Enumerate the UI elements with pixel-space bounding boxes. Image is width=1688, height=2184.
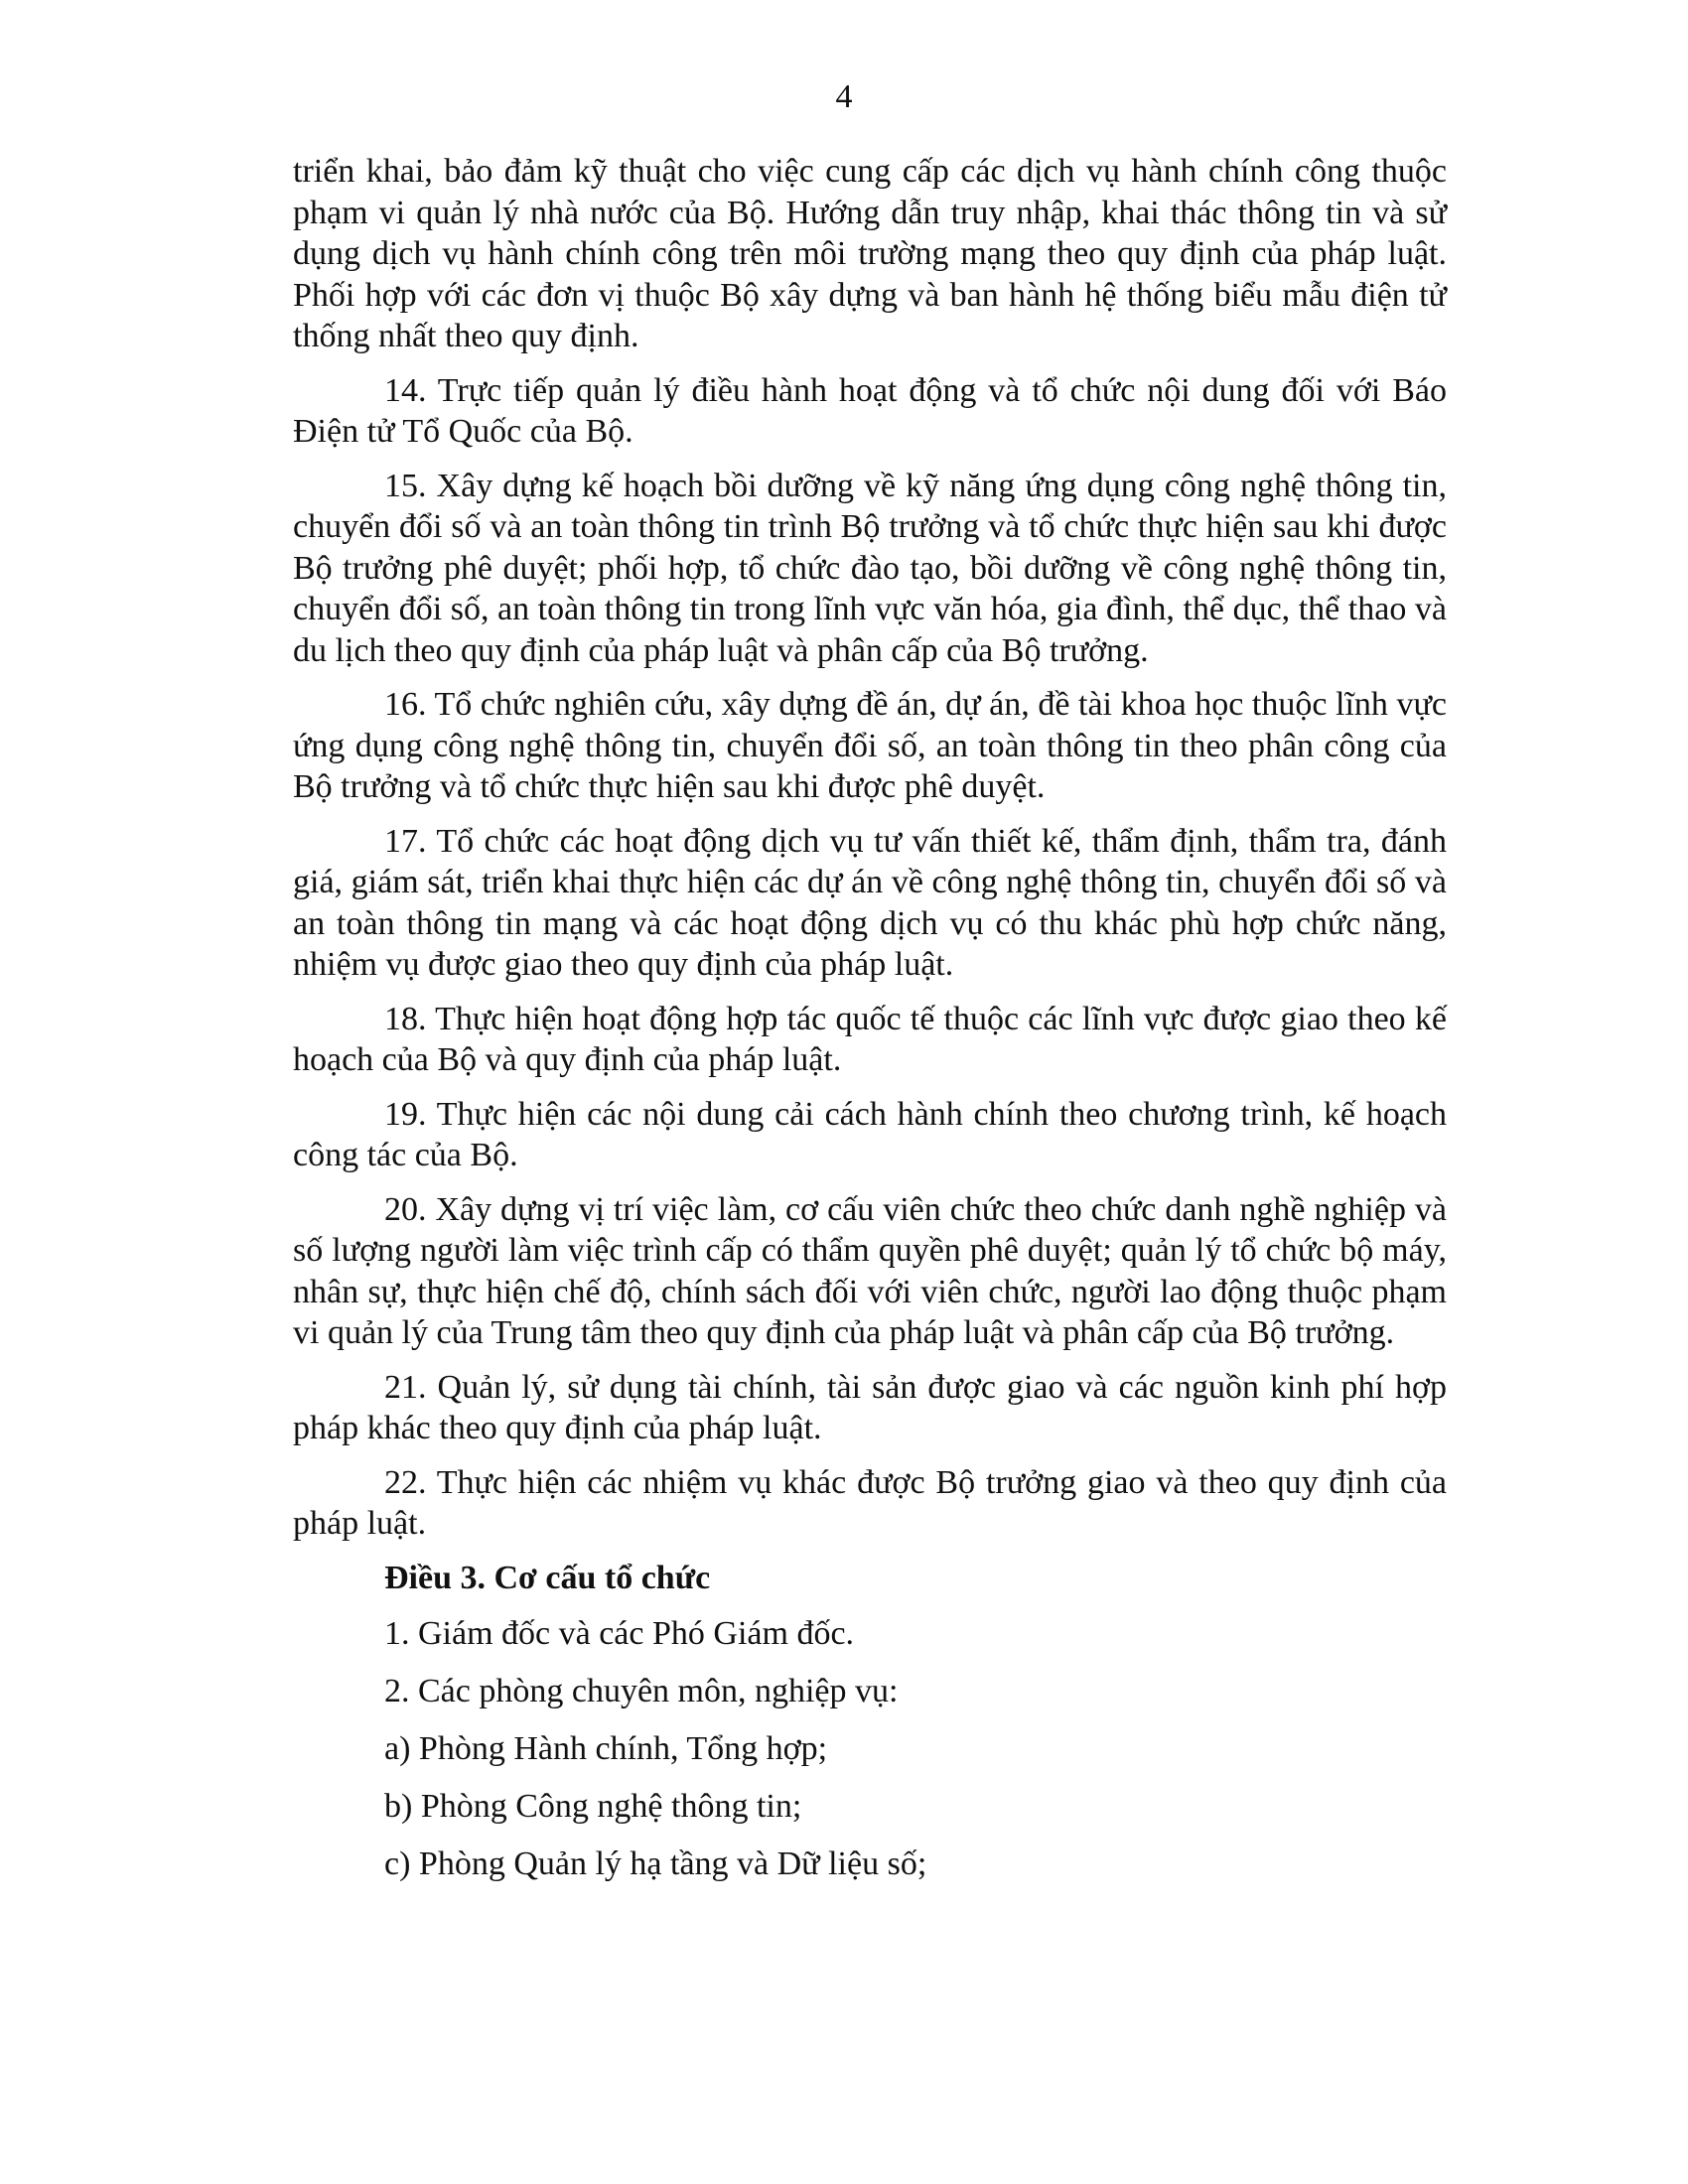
item-18: 18. Thực hiện hoạt động hợp tác quốc tế thuộc các lĩnh vực được giao theo kế hoạch của Bộ và quy định của pháp luật.	[293, 1000, 1447, 1078]
structure-line-c: c) Phòng Quản lý hạ tầng và Dữ liệu số;	[384, 1844, 927, 1882]
item-19: 19. Thực hiện các nội dung cải cách hành chính theo chương trình, kế hoạch công tác của Bộ.	[293, 1095, 1447, 1173]
item-14: 14. Trực tiếp quản lý điều hành hoạt động và tổ chức nội dung đối với Báo Điện tử Tổ Quốc của Bộ.	[293, 371, 1447, 450]
item-21: 21. Quản lý, sử dụng tài chính, tài sản được giao và các nguồn kinh phí hợp pháp khác theo quy định của pháp luật.	[293, 1368, 1447, 1446]
article-heading: Điều 3. Cơ cấu tổ chức	[384, 1559, 711, 1596]
item-16: 16. Tổ chức nghiên cứu, xây dựng đề án, dự án, đề tài khoa học thuộc lĩnh vực ứng dụng công nghệ thông tin, chuyển đổi số, an toàn thông tin theo phân công của Bộ trưởng và tổ chức thực hiện sau khi được phê duyệt.	[293, 686, 1447, 805]
structure-line-1: 1. Giám đốc và các Phó Giám đốc.	[384, 1614, 855, 1652]
item-22: 22. Thực hiện các nhiệm vụ khác được Bộ trưởng giao và theo quy định của pháp luật.	[293, 1463, 1447, 1542]
structure-line-a: a) Phòng Hành chính, Tổng hợp;	[384, 1729, 828, 1767]
item-20: 20. Xây dựng vị trí việc làm, cơ cấu viên chức theo chức danh nghề nghiệp và số lượng người làm việc trình cấp có thẩm quyền phê duyệt; quản lý tổ chức bộ máy, nhân sự, thực hiện chế độ, chính sách đối với viên chức, người lao động thuộc phạm vi quản lý của Trung tâm theo quy định của pháp luật và phân cấp của Bộ trưởng.	[293, 1190, 1447, 1351]
structure-line-2: 2. Các phòng chuyên môn, nghiệp vụ:	[384, 1672, 899, 1709]
item-15: 15. Xây dựng kế hoạch bồi dưỡng về kỹ năng ứng dụng công nghệ thông tin, chuyển đổi số và an toàn thông tin trình Bộ trưởng và tổ chức thực hiện sau khi được Bộ trưởng phê duyệt; phối hợp, tổ chức đào tạo, bồi dưỡng về công nghệ thông tin, chuyển đổi số, an toàn thông tin trong lĩnh vực văn hóa, gia đình, thể dục, thể thao và du lịch theo quy định của pháp luật và phân cấp của Bộ trưởng.	[293, 467, 1447, 669]
document-body	[293, 151, 1447, 1901]
continuation-paragraph: triển khai, bảo đảm kỹ thuật cho việc cung cấp các dịch vụ hành chính công thuộc phạm vi quản lý nhà nước của Bộ. Hướng dẫn truy nhập, khai thác thông tin và sử dụng dịch vụ hành chính công trên môi trường mạng theo quy định của pháp luật. Phối hợp với các đơn vị thuộc Bộ xây dựng và ban hành hệ thống biểu mẫu điện tử thống nhất theo quy định.	[293, 153, 1447, 354]
page-number: 4	[835, 78, 853, 115]
structure-line-b: b) Phòng Công nghệ thông tin;	[384, 1787, 802, 1825]
item-17: 17. Tổ chức các hoạt động dịch vụ tư vấn thiết kế, thẩm định, thẩm tra, đánh giá, giám sát, triển khai thực hiện các dự án về công nghệ thông tin, chuyển đổi số và an toàn thông tin mạng và các hoạt động dịch vụ có thu khác phù hợp chức năng, nhiệm vụ được giao theo quy định của pháp luật.	[293, 822, 1447, 983]
